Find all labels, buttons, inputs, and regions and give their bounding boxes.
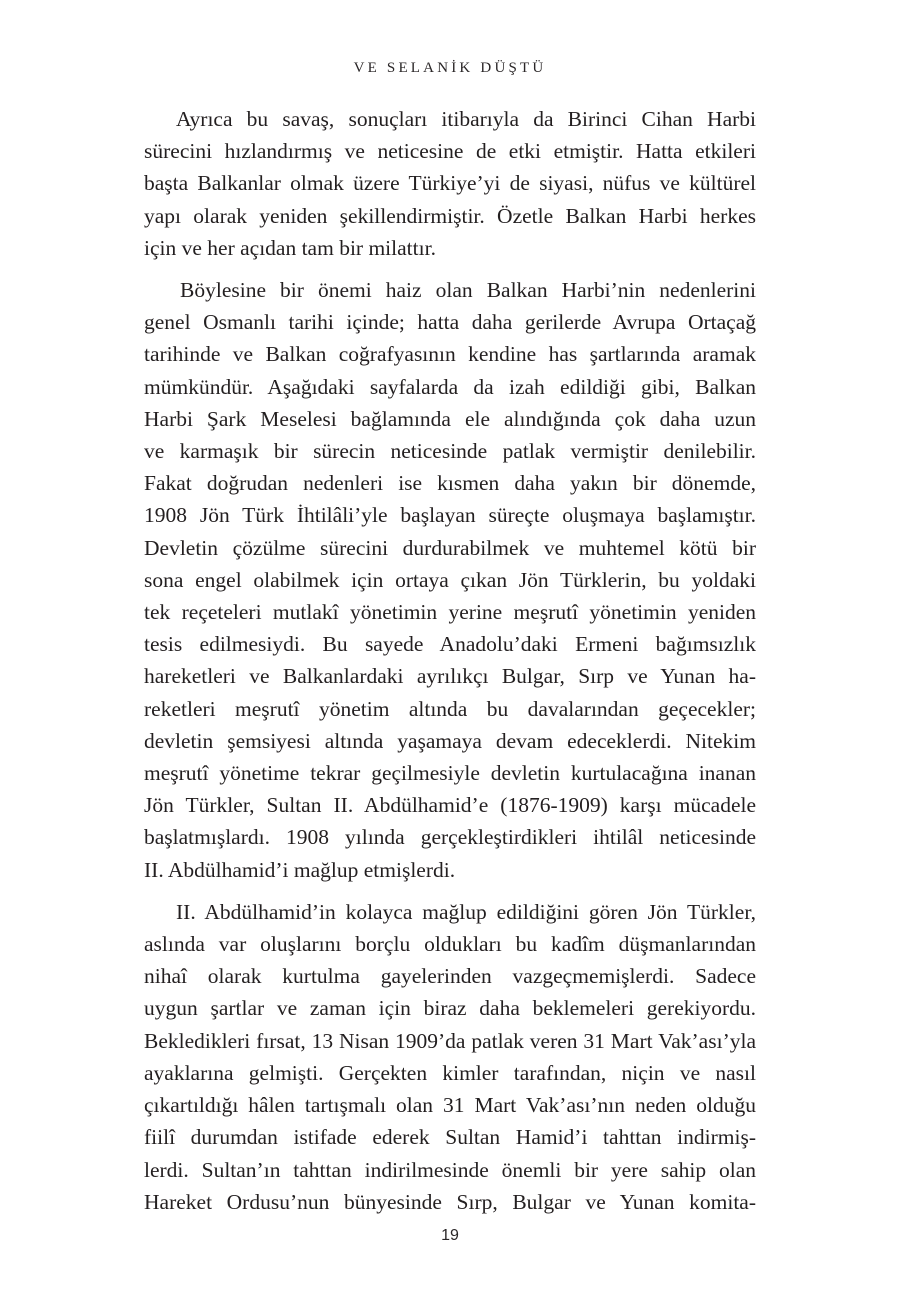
- text-line: meşrutî yönetime tekrar geçilmesiyle devletin kurtulacağına inanan: [144, 761, 756, 786]
- text-line: uygun şartlar ve zaman için biraz daha beklemeleri gerekiyordu.: [144, 996, 756, 1021]
- text-line: tek reçeteleri mutlakî yönetimin yerine meşrutî yönetimin yeniden: [144, 600, 756, 625]
- text-line: 1908 Jön Türk İhtilâli’yle başlayan süreçte oluşmaya başlamıştır.: [144, 503, 756, 528]
- running-head: VE SELANİK DÜŞTÜ: [353, 60, 547, 76]
- text-line: başlatmışlardı. 1908 yılında gerçekleştirdikleri ihtilâl neticesinde: [144, 825, 756, 850]
- text-line: Böylesine bir önemi haiz olan Balkan Harbi’nin nedenlerini: [180, 278, 756, 303]
- text-line: başta Balkanlar olmak üzere Türkiye’yi de siyasi, nüfus ve kültürel: [144, 171, 756, 196]
- text-line: Fakat doğrudan nedenleri ise kısmen daha yakın bir dönemde,: [144, 471, 756, 496]
- paragraph-2: [144, 274, 756, 886]
- paragraph-1: [144, 103, 756, 264]
- text-line: genel Osmanlı tarihi içinde; hatta daha gerilerde Avrupa Ortaçağ: [144, 310, 756, 335]
- paragraph-gap: [144, 886, 756, 896]
- text-line: sona engel olabilmek için ortaya çıkan Jön Türklerin, bu yoldaki: [144, 567, 756, 592]
- text-line: II. Abdülhamid’i mağlup etmişlerdi.: [144, 857, 456, 882]
- text-line: hareketleri ve Balkanlardaki ayrılıkçı Bulgar, Sırp ve Yunan ha-: [144, 664, 756, 689]
- text-line: ayaklarına gelmişti. Gerçekten kimler tarafından, niçin ve nasıl: [144, 1060, 756, 1085]
- text-line: için ve her açıdan tam bir milattır.: [144, 235, 436, 260]
- paragraph-3: [144, 896, 756, 1218]
- text-line: sürecini hızlandırmış ve neticesine de etki etmiştir. Hatta etkileri: [144, 139, 756, 164]
- text-line: tarihinde ve Balkan coğrafyasının kendine has şartlarında aramak: [144, 342, 756, 367]
- text-line: aslında var oluşlarını borçlu oldukları bu kadîm düşmanlarından: [144, 932, 756, 957]
- text-line: ve karmaşık bir sürecin neticesinde patlak vermiştir denilebilir.: [144, 439, 756, 464]
- paragraph-gap: [144, 264, 756, 274]
- text-line: Bekledikleri fırsat, 13 Nisan 1909’da patlak veren 31 Mart Vak’ası’yla: [144, 1028, 756, 1053]
- text-line: mümkündür. Aşağıdaki sayfalarda da izah edildiği gibi, Balkan: [144, 374, 756, 399]
- text-line: fiilî durumdan istifade ederek Sultan Hamid’i tahttan indirmiş-: [144, 1125, 756, 1150]
- page-number: 19: [441, 1227, 459, 1244]
- text-line: Devletin çözülme sürecini durdurabilmek ve muhtemel kötü bir: [144, 535, 756, 560]
- text-line: çıkartıldığı hâlen tartışmalı olan 31 Mart Vak’ası’nın neden olduğu: [144, 1093, 756, 1118]
- text-line: reketleri meşrutî yönetim altında bu davalarından geçecekler;: [144, 696, 756, 721]
- text-line: Harbi Şark Meselesi bağlamında ele alındığında çok daha uzun: [144, 406, 756, 431]
- text-line: II. Abdülhamid’in kolayca mağlup edildiğini gören Jön Türkler,: [176, 899, 756, 924]
- text-line: Jön Türkler, Sultan II. Abdülhamid’e (1876-1909) karşı mücadele: [144, 793, 756, 818]
- text-line: Hareket Ordusu’nun bünyesinde Sırp, Bulgar ve Yunan komita-: [144, 1189, 756, 1214]
- text-line: nihaî olarak kurtulma gayelerinden vazgeçmemişlerdi. Sadece: [144, 964, 756, 989]
- text-line: lerdi. Sultan’ın tahttan indirilmesinde önemli bir yere sahip olan: [144, 1157, 756, 1182]
- text-line: yapı olarak yeniden şekillendirmiştir. Özetle Balkan Harbi herkes: [144, 203, 756, 228]
- text-line: tesis edilmesiydi. Bu sayede Anadolu’daki Ermeni bağımsızlık: [144, 632, 756, 657]
- body-text: [144, 103, 756, 1218]
- text-line: Ayrıca bu savaş, sonuçları itibarıyla da Birinci Cihan Harbi: [176, 107, 756, 131]
- text-line: devletin şemsiyesi altında yaşamaya devam edeceklerdi. Nitekim: [144, 728, 756, 753]
